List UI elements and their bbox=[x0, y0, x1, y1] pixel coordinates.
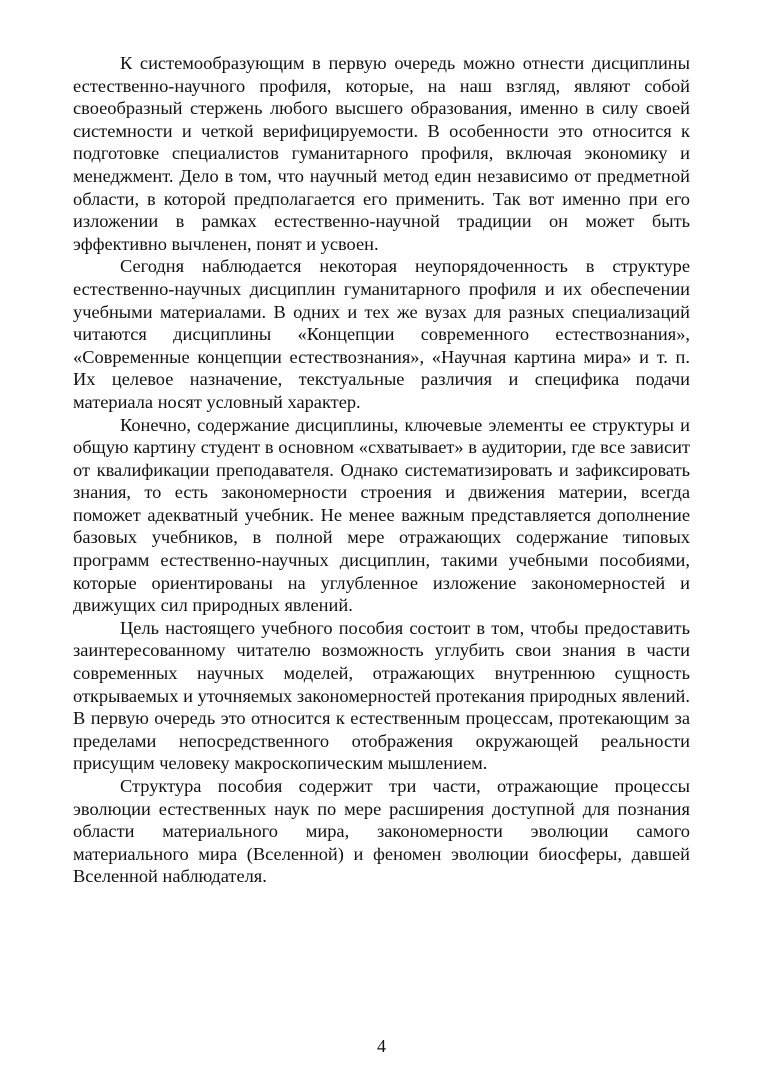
paragraph-3: Конечно, содержание дисциплины, ключевые элементы ее структуры и общую картину студент в основном «схватывает» в аудитории, где все зависит от квалификации преподавателя. Однако систематизировать и зафиксировать знания, то есть закономерности строения и движения материи, всегда поможет адекватный учебник. Не менее важным представляется дополнение базовых учебников, в полной мере отражающих содержание типовых программ естественно-научных дисциплин, такими учебными пособиями, которые ориентированы на углубленное изложение закономерностей и движущих сил природных явлений. bbox=[73, 414, 690, 616]
paragraph-5: Структура пособия содержит три части, отражающие процессы эволюции естественных наук по мере расширения доступной для познания области материального мира, закономерности эволюции самого материального мира (Вселенной) и феномен эволюции биосферы, давшей Вселенной наблюдателя. bbox=[73, 776, 690, 887]
page-body bbox=[73, 52, 690, 888]
paragraph-1: К системообразующим в первую очередь можно отнести дисциплины естественно-научного профиля, которые, на наш взгляд, являют собой своеобразный стержень любого высшего образования, именно в силу своей системности и четкой верифицируемости. В особенности это относится к подготовке специалистов гуманитарного профиля, включая экономику и менеджмент. Дело в том, что научный метод един независимо от предметной области, в которой предполагается его применить. Так вот именно при его изложении в рамках естественно-научной традиции он может быть эффективно вычленен, понят и усвоен. bbox=[73, 53, 690, 254]
paragraph-4: Цель настоящего учебного пособия состоит в том, чтобы предоставить заинтересованному читателю возможность углубить свои знания в части современных научных моделей, отражающих внутреннюю сущность открываемых и уточняемых закономерностей протекания природных явлений. В первую очередь это относится к естественным процессам, протекающим за пределами непосредственного отображения окружающей реальности присущим человеку макроскопическим мышлением. bbox=[73, 617, 690, 774]
page-number: 4 bbox=[377, 1036, 386, 1056]
paragraph-2: Сегодня наблюдается некоторая неупорядоченность в структуре естественно-научных дисциплин гуманитарного профиля и их обеспечении учебными материалами. В одних и тех же вузах для разных специализаций читаются дисциплины «Концепции современного естествознания», «Современные концепции естествознания», «Научная картина мира» и т. п. Их целевое назначение, текстуальные различия и специфика подачи материала носят условный характер. bbox=[73, 256, 690, 412]
